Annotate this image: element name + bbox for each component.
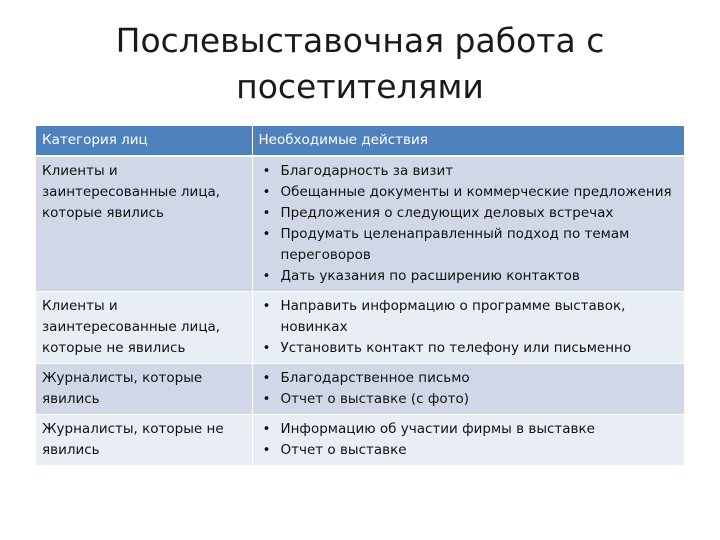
- list-item: • Установить контакт по телефону или письменно: [259, 338, 679, 359]
- actions-table: [36, 126, 684, 465]
- actions-list: [259, 368, 679, 410]
- actions-list: [259, 296, 679, 359]
- actions-cell: [252, 292, 684, 364]
- list-item: • Предложения о следующих деловых встречах: [259, 203, 679, 224]
- table-row: [36, 156, 684, 292]
- table-row: [36, 292, 684, 364]
- table-row: [36, 415, 684, 466]
- list-item: • Отчет о выставке (с фото): [259, 389, 679, 410]
- category-cell: Журналисты, которые явились: [36, 364, 252, 415]
- actions-cell: [252, 156, 684, 292]
- actions-cell: [252, 415, 684, 466]
- list-item: • Благодарственное письмо: [259, 368, 679, 389]
- slide-title-line-1: Послевыставочная работа с: [115, 21, 605, 60]
- header-category: Категория лиц: [36, 126, 252, 156]
- list-item: • Дать указания по расширению контактов: [259, 266, 679, 287]
- header-actions: Необходимые действия: [252, 126, 684, 156]
- list-item: • Информацию об участии фирмы в выставке: [259, 419, 679, 440]
- table-header-row: [36, 126, 684, 156]
- category-cell: Клиенты и заинтересованные лица, которые явились: [36, 156, 252, 292]
- actions-cell: [252, 364, 684, 415]
- list-item: • Отчет о выставке: [259, 440, 679, 461]
- category-cell: Клиенты и заинтересованные лица, которые не явились: [36, 292, 252, 364]
- list-item: • Направить информацию о программе выставок, новинках: [259, 296, 679, 338]
- slide-title: [36, 18, 684, 110]
- actions-list: [259, 419, 679, 461]
- table-row: [36, 364, 684, 415]
- list-item: • Благодарность за визит: [259, 161, 679, 182]
- list-item: • Продумать целенаправленный подход по темам переговоров: [259, 224, 679, 266]
- list-item: • Обещанные документы и коммерческие предложения: [259, 182, 679, 203]
- slide-title-line-2: посетителями: [236, 67, 484, 106]
- category-cell: Журналисты, которые не явились: [36, 415, 252, 466]
- actions-list: [259, 161, 679, 287]
